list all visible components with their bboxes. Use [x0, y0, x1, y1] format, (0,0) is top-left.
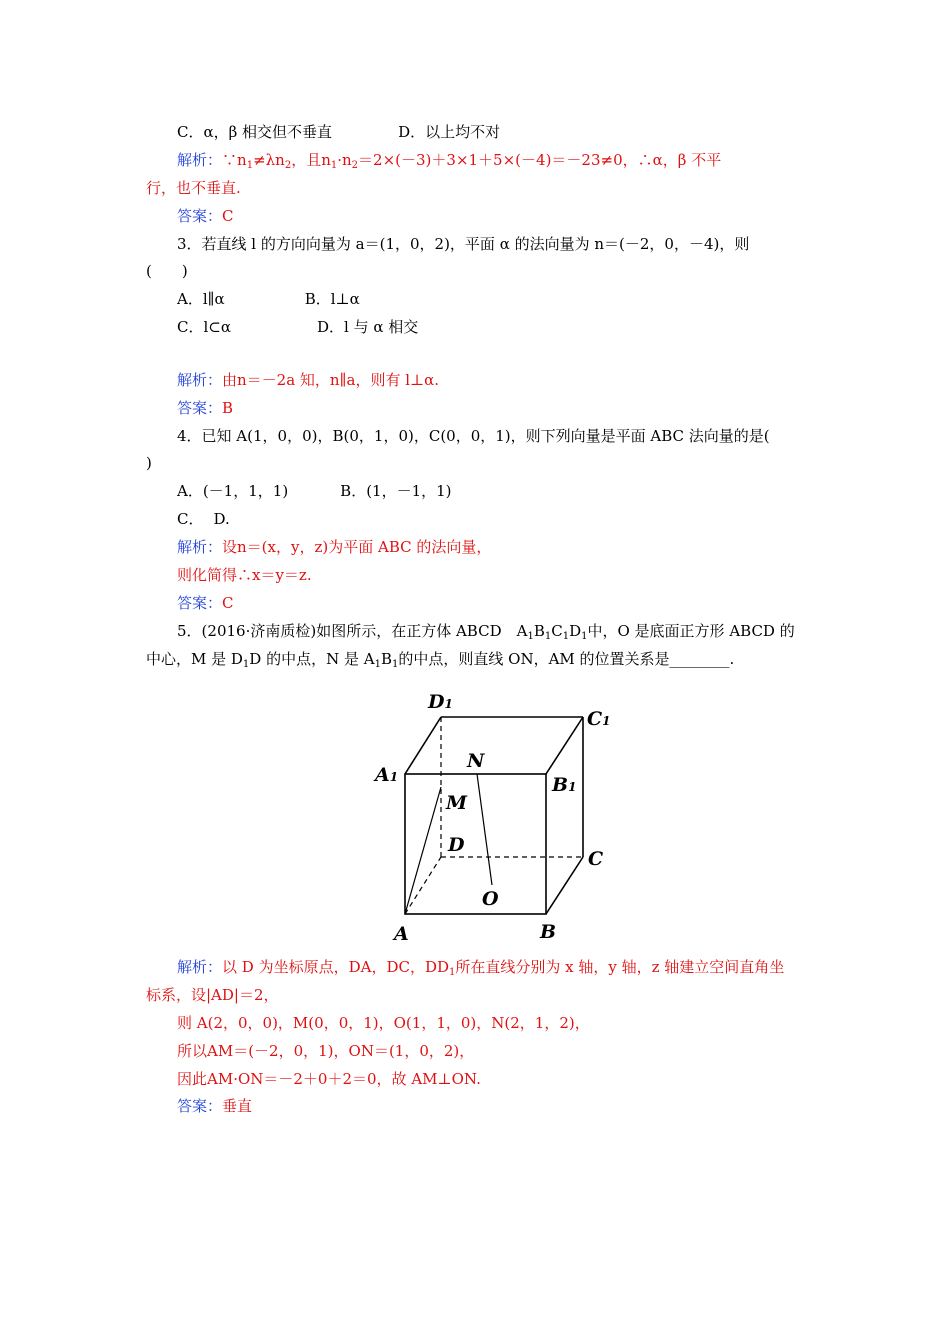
q2-analysis-text: $\because n_1\ne\lambda n_2$，且$n_1\cdot n_2=2\times(-3)+3\times 1+5\times(-4)=-23\ne 0$，∴α，β 不平: [222, 151, 722, 171]
q2-option-d: D．以上均不对: [398, 123, 501, 141]
q3-analysis: [177, 370, 439, 390]
q2-answer: [177, 206, 234, 226]
answer-value: C: [222, 207, 234, 225]
q3-option-d: D．l 与 α 相交: [316, 318, 419, 336]
q4-stem-line2: ): [146, 454, 152, 472]
analysis-label: 解析：: [177, 371, 223, 389]
q3-answer: [177, 398, 233, 418]
q5-analysis-text: 以 D 为坐标原点，DA，DC，$DD_1$所在直线分别为 x 轴，y 轴，z 轴建立空间直角坐: [222, 958, 785, 978]
q3-stem-line2: ( ): [146, 262, 188, 280]
analysis-label: 解析：: [177, 151, 223, 169]
q4-options-ab: [177, 481, 452, 501]
q2-option-c: C．α，β 相交但不垂直: [177, 123, 333, 141]
label-a: A: [394, 923, 409, 945]
q4-options-cd: [177, 509, 230, 529]
label-o: O: [482, 888, 499, 910]
q4-option-b: B．(1，－1，1): [340, 482, 452, 500]
label-n: N: [467, 750, 485, 772]
analysis-label: 解析：: [177, 538, 223, 556]
answer-value: 垂直: [222, 1097, 253, 1115]
analysis-label: 解析：: [177, 958, 223, 976]
segment-on: [477, 774, 492, 885]
answer-label: 答案：: [177, 594, 223, 612]
cube-figure: [370, 683, 620, 945]
label-a1: A1: [375, 764, 399, 786]
q5-analysis-line2: 标系，设|AD|＝2，: [146, 986, 279, 1004]
q2-analysis-line2: 行，也不垂直.: [146, 179, 241, 197]
answer-label: 答案：: [177, 1097, 223, 1115]
label-d: D: [448, 834, 465, 856]
edge-a-d-hidden: [405, 857, 441, 914]
q4-analysis-line2: 则化简得∴x＝y＝z.: [177, 566, 312, 584]
segment-am: [405, 787, 441, 914]
q3-option-b: B．l⊥α: [304, 290, 360, 308]
answer-label: 答案：: [177, 207, 223, 225]
label-c: C: [588, 848, 604, 870]
q4-analysis-line1: [177, 537, 491, 557]
q4-stem-line1: 4．已知 A(1，0，0)，B(0，1，0)，C(0，0，1)，则下列向量是平面 ABC 法向量的是(: [177, 427, 770, 445]
q4-option-c: C．: [177, 510, 204, 528]
q5-analysis-line1: [177, 957, 784, 983]
q5-stem-line1: 5．(2016·济南质检)如图所示，在正方体 ABCD $A_1B_1C_1D_1$中，O 是底面正方形 ABCD 的: [177, 622, 795, 642]
q5-stem-line2: 中心，M 是 $D_1D$ 的中点，N 是 $A_1B_1$的中点，则直线 ON，AM 的位置关系是________.: [146, 650, 735, 670]
q5-analysis-line4: 所以AM＝(－2，0，1)，ON＝(1，0，2)，: [177, 1042, 475, 1060]
q2-analysis-line1: [177, 150, 721, 176]
label-b: B: [540, 921, 557, 943]
edge-a1-d1: [405, 717, 441, 774]
answer-label: 答案：: [177, 399, 223, 417]
q5-analysis-line3: 则 A(2，0，0)，M(0，0，1)，O(1，1，0)，N(2，1，2)，: [177, 1014, 590, 1032]
q3-option-a: A．l∥α: [177, 290, 225, 308]
q3-stem-line1: 3．若直线 l 的方向向量为 a＝(1，0，2)，平面 α 的法向量为 n＝(－2，0，－4)，则: [177, 235, 750, 253]
answer-value: B: [222, 399, 234, 417]
edge-b1-c1: [546, 717, 583, 774]
label-c1: C1: [587, 708, 611, 730]
q4-answer: [177, 593, 234, 613]
label-b1: B1: [552, 774, 577, 796]
q5-analysis-line5: 因此AM·ON＝－2＋0＋2＝0，故 AM⊥ON.: [177, 1070, 481, 1088]
front-face: [405, 774, 546, 914]
q2-options-cd: [177, 122, 500, 142]
q3-analysis-text: 由n＝－2a 知，n∥a，则有 l⊥α.: [222, 371, 440, 389]
q5-answer: [177, 1096, 252, 1116]
label-m: M: [446, 792, 468, 814]
q3-options-cd: [177, 317, 418, 337]
q4-option-a: A．(－1，1，1): [177, 482, 289, 500]
edge-b-c: [546, 857, 583, 914]
q4-analysis-text: 设n＝(x，y，z)为平面 ABC 的法向量，: [222, 538, 492, 556]
q3-option-c: C．l⊂α: [177, 318, 231, 336]
q3-options-ab: [177, 289, 360, 309]
answer-value: C: [222, 594, 234, 612]
q4-option-d: D.: [213, 510, 230, 528]
label-d1: D1: [428, 691, 453, 713]
